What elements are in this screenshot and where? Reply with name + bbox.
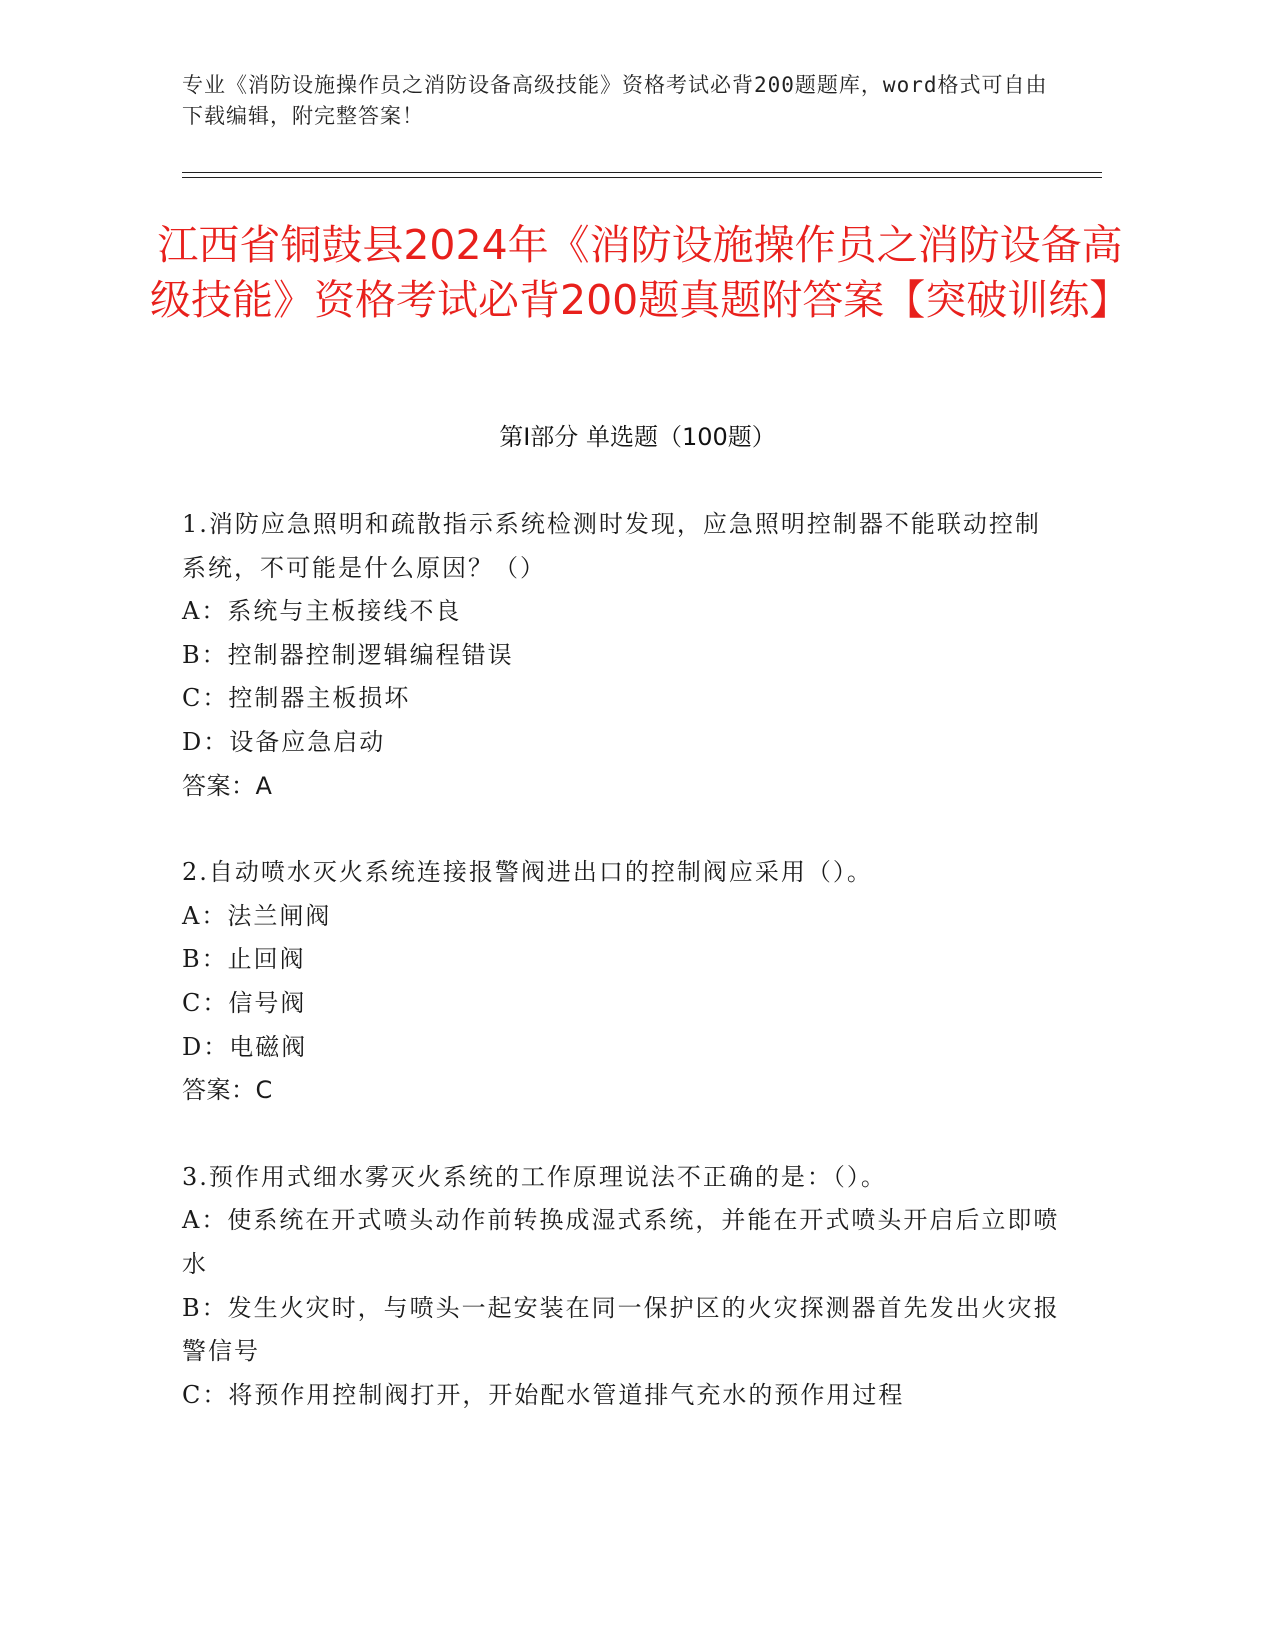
option-b: B：控制器控制逻辑编程错误: [182, 640, 514, 669]
option-b: B：发生火灾时，与喷头一起安装在同一保护区的火灾探测器首先发出火灾报警信号: [182, 1293, 1060, 1366]
option-a: A：系统与主板接线不良: [182, 597, 462, 626]
question-list: [182, 503, 1062, 1460]
answer-line: 答案：A: [182, 771, 273, 800]
option-a: A：法兰闸阀: [182, 901, 332, 930]
header-divider-top: [182, 172, 1102, 173]
option-c: C：信号阀: [182, 988, 307, 1017]
question-stem: 2.自动喷水灭火系统连接报警阀进出口的控制阀应采用（）。: [182, 858, 873, 887]
option-c: C：将预作用控制阀打开，开始配水管道排气充水的预作用过程: [182, 1380, 905, 1409]
question-2: [182, 851, 1062, 1113]
header-note: 专业《消防设施操作员之消防设备高级技能》资格考试必背200题题库，word格式可自由下载编辑，附完整答案！: [182, 73, 1048, 128]
question-stem: 1.消防应急照明和疏散指示系统检测时发现，应急照明控制器不能联动控制系统，不可能是什么原因？（）: [182, 510, 1041, 582]
option-d: D：设备应急启动: [182, 727, 386, 756]
document-title: 江西省铜鼓县2024年《消防设施操作员之消防设备高级技能》资格考试必背200题真题附答案【突破训练】: [150, 221, 1131, 324]
header-divider-bottom: [182, 177, 1102, 178]
answer-line: 答案：C: [182, 1076, 273, 1105]
question-3: [182, 1156, 1062, 1418]
option-a: A：使系统在开式喷头动作前转换成湿式系统，并能在开式喷头开启后立即喷水: [182, 1206, 1060, 1278]
section-heading: 第Ⅰ部分 单选题（100题）: [499, 423, 776, 451]
option-d: D：电磁阀: [182, 1032, 308, 1061]
option-b: B：止回阀: [182, 945, 306, 974]
question-stem: 3.预作用式细水雾灭火系统的工作原理说法不正确的是：（）。: [182, 1162, 887, 1191]
question-1: [182, 503, 1062, 808]
option-c: C：控制器主板损坏: [182, 684, 411, 713]
